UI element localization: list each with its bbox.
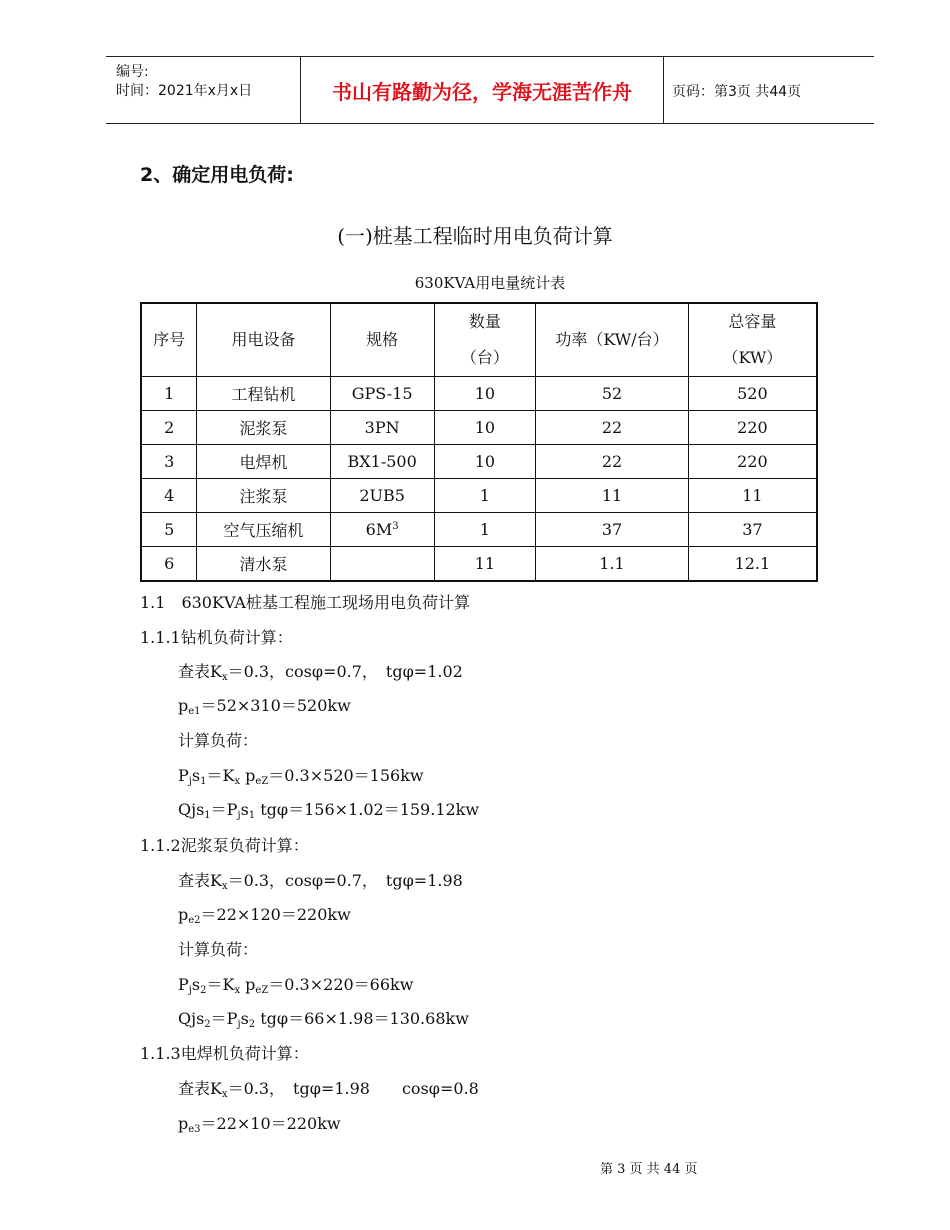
table-cell: 5	[141, 513, 197, 547]
calc-line	[178, 763, 424, 787]
table-cell	[330, 547, 434, 582]
text: s	[191, 766, 201, 785]
calc-heading-1-1-1: 1.1.1钻机负荷计算：	[140, 628, 293, 647]
table-cell: 泥浆泵	[197, 411, 330, 445]
table-row	[141, 547, 817, 582]
table-cell: GPS-15	[330, 377, 434, 411]
page-footer: 第 3 页 共 44 页	[600, 1162, 698, 1177]
table-cell: 11	[688, 479, 817, 513]
table-cell: 12.1	[688, 547, 817, 582]
table-cell: 4	[141, 479, 197, 513]
table-header-row	[141, 303, 817, 377]
table-cell: 10	[434, 445, 536, 479]
spec-text: 6M	[365, 520, 393, 539]
subscript: e3	[188, 1124, 201, 1135]
text: ＝22×10＝220kw	[200, 1114, 341, 1133]
table-cell: 2	[141, 411, 197, 445]
table-row	[141, 411, 817, 445]
table-cell: 1.1	[536, 547, 689, 582]
header-qty-line2: （台）	[460, 348, 509, 367]
text: 查表K	[178, 871, 222, 890]
table-cell: 1	[141, 377, 197, 411]
subscript: 2	[248, 1019, 256, 1030]
header-page-label: 页码：第3页 共44页	[672, 84, 802, 100]
text: p	[178, 905, 189, 924]
subscript: eZ	[255, 776, 269, 787]
text: ＝0.3，cosφ=0.7， tgφ=1.02	[227, 662, 463, 681]
text: tgφ＝66×1.98＝130.68kw	[255, 1009, 469, 1028]
table-row	[141, 513, 817, 547]
subscript: x	[221, 672, 228, 683]
header-total-line1: 总容量	[728, 312, 777, 331]
subscript: eZ	[255, 985, 269, 996]
subscript: 2	[204, 1019, 211, 1030]
subscript: x	[221, 1089, 228, 1100]
table-row	[141, 377, 817, 411]
table-cell: 10	[434, 377, 536, 411]
table-cell: 1	[434, 479, 536, 513]
table-row	[141, 479, 817, 513]
text: p	[178, 1114, 189, 1133]
text: ＝P	[210, 1009, 238, 1028]
text: p	[178, 696, 189, 715]
table-cell: 11	[536, 479, 689, 513]
table-cell: 2UB5	[330, 479, 434, 513]
text: ＝K	[206, 766, 235, 785]
table-cell	[330, 513, 434, 547]
header-total	[688, 303, 817, 377]
text: ＝52×310＝520kw	[200, 696, 351, 715]
calc-heading-1-1: 1.1 630KVA桩基工程施工现场用电负荷计算	[140, 593, 470, 612]
text: s	[240, 1009, 249, 1028]
text: ＝0.3， tgφ=1.98 cosφ=0.8	[227, 1079, 479, 1098]
number-label: 编号:	[116, 64, 149, 80]
subscript: 1	[248, 810, 256, 821]
section-title: 2、确定用电负荷:	[140, 164, 294, 186]
calc-line	[178, 972, 413, 996]
text: P	[178, 766, 189, 785]
table-cell: 3	[141, 445, 197, 479]
text: ＝0.3，cosφ=0.7， tgφ=1.98	[227, 871, 463, 890]
table-caption: 630KVA用电量统计表	[414, 274, 566, 292]
header-qty	[434, 303, 536, 377]
text: ＝P	[210, 800, 238, 819]
calc-line	[178, 659, 463, 683]
table-cell: 电焊机	[197, 445, 330, 479]
text: ＝0.3×520＝156kw	[268, 766, 424, 785]
table-cell: 22	[536, 411, 689, 445]
table-cell: 1	[434, 513, 536, 547]
subscript: j	[237, 1019, 241, 1030]
subscript: j	[188, 985, 192, 996]
text: tgφ＝156×1.02＝159.12kw	[255, 800, 480, 819]
text: ＝K	[206, 975, 235, 994]
subscript: j	[188, 776, 192, 787]
table-cell: 3PN	[330, 411, 434, 445]
calc-line: 计算负荷：	[178, 940, 259, 959]
table-cell: BX1-500	[330, 445, 434, 479]
table-cell: 220	[688, 411, 817, 445]
calc-line	[178, 902, 351, 926]
header-seq: 序号	[141, 303, 197, 377]
subscript: x	[221, 881, 228, 892]
subscript: x	[234, 776, 241, 787]
table-cell: 11	[434, 547, 536, 582]
calc-line	[178, 1111, 341, 1135]
calc-line	[178, 693, 351, 717]
header-equipment: 用电设备	[197, 303, 330, 377]
subsection-title: (一)桩基工程临时用电负荷计算	[337, 224, 613, 248]
text: s	[240, 800, 249, 819]
calc-line	[178, 1076, 479, 1100]
header-info-cell	[106, 57, 301, 123]
text: Qjs	[178, 1009, 205, 1028]
power-usage-table	[140, 302, 818, 582]
header-spec: 规格	[330, 303, 434, 377]
subscript: e1	[188, 706, 201, 717]
table-cell: 注浆泵	[197, 479, 330, 513]
table-row	[141, 445, 817, 479]
text: Qjs	[178, 800, 205, 819]
time-label: 时间：2021年x月x日	[116, 83, 253, 99]
calc-heading-1-1-3: 1.1.3电焊机负荷计算：	[140, 1044, 309, 1063]
table-cell: 6	[141, 547, 197, 582]
calc-line	[178, 797, 479, 821]
table-cell: 工程钻机	[197, 377, 330, 411]
spec-superscript: 3	[392, 521, 399, 532]
text: p	[240, 766, 256, 785]
subscript: 1	[204, 810, 211, 821]
header-power: 功率（KW/台）	[536, 303, 689, 377]
text: P	[178, 975, 189, 994]
subscript: j	[237, 810, 241, 821]
header-total-line2: （KW）	[722, 348, 783, 367]
table-cell: 37	[688, 513, 817, 547]
subscript: x	[234, 985, 241, 996]
subscript: e2	[188, 915, 201, 926]
text: ＝22×120＝220kw	[200, 905, 351, 924]
calc-line	[178, 1006, 469, 1030]
text: p	[240, 975, 256, 994]
table-cell: 10	[434, 411, 536, 445]
table-cell: 清水泵	[197, 547, 330, 582]
table-cell: 空气压缩机	[197, 513, 330, 547]
page-header	[106, 56, 874, 124]
table-cell: 22	[536, 445, 689, 479]
subscript: 1	[200, 776, 207, 787]
table-cell: 52	[536, 377, 689, 411]
text: 查表K	[178, 662, 222, 681]
text: 查表K	[178, 1079, 222, 1098]
table-cell: 37	[536, 513, 689, 547]
table-cell: 520	[688, 377, 817, 411]
calc-heading-1-1-2: 1.1.2泥浆泵负荷计算：	[140, 836, 309, 855]
calc-line: 计算负荷：	[178, 731, 259, 750]
text: s	[191, 975, 201, 994]
header-motto: 书山有路勤为径，学海无涯苦作舟	[301, 57, 664, 123]
text: ＝0.3×220＝66kw	[268, 975, 414, 994]
table-cell: 220	[688, 445, 817, 479]
subscript: 2	[200, 985, 207, 996]
calc-line	[178, 868, 463, 892]
header-qty-line1: 数量	[468, 312, 501, 331]
